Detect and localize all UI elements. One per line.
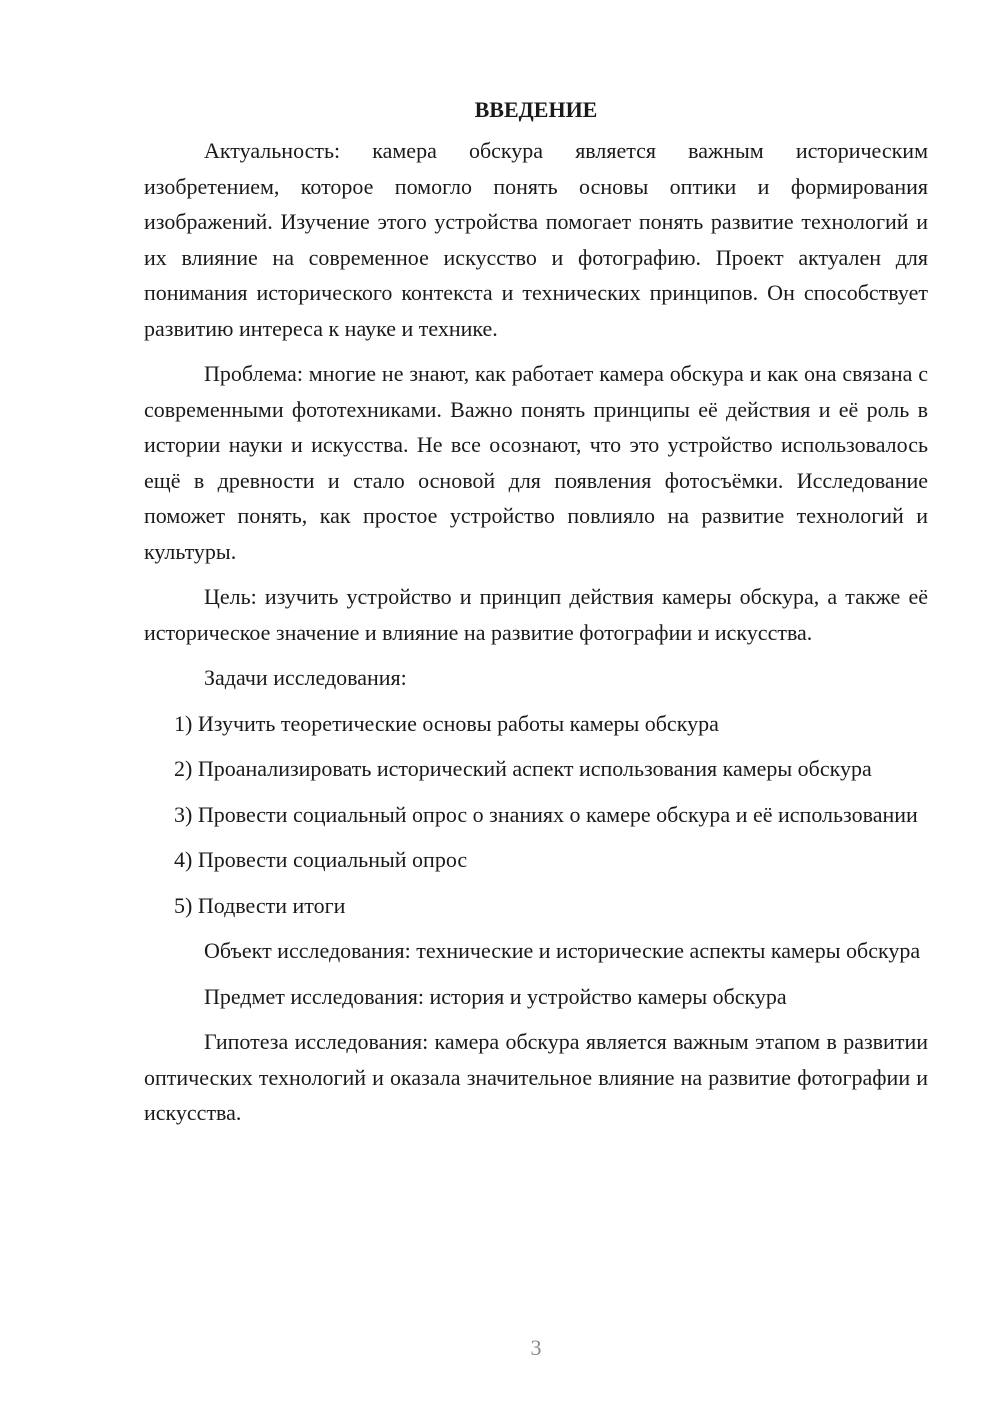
tasks-heading: Задачи исследования: [204, 665, 407, 690]
paragraph-relevance: Актуальность: камера обскура является важным историческим изобретением, которое помогло понять основы оптики и формирования изображений. Изучение этого устройства помогает понять развитие технологий и их влияние на современное искусство и фотографию. Проект актуален для понимания исторического контекста и технических принципов. Он способствует развитию интереса к науке и технике. [144, 138, 928, 341]
page-title: ВВЕДЕНИЕ [474, 97, 598, 122]
task-item-1: 1) Изучить теоретические основы работы камеры обскура [174, 710, 719, 736]
paragraph-problem: Проблема: многие не знают, как работает камера обскура и как она связана с современными фототехниками. Важно понять принципы её действия и её роль в истории науки и искусства. Не все осознают, что это устройство использовалось ещё в древности и стало основой для появления фотосъёмки. Исследование поможет понять, как простое устройство повлияло на развитие технологий и культуры. [144, 361, 928, 564]
task-item-5: 5) Подвести итоги [174, 892, 346, 918]
page-number: 3 [530, 1335, 542, 1360]
task-item-2: 2) Проанализировать исторический аспект использования камеры обскура [174, 756, 872, 781]
paragraph-goal: Цель: изучить устройство и принцип действия камеры обскура, а также её историческое значение и влияние на развитие фотографии и искусства. [144, 584, 928, 645]
task-item-4: 4) Провести социальный опрос [174, 847, 468, 872]
paragraph-subject: Предмет исследования: история и устройство камеры обскура [204, 983, 787, 1009]
page-content [144, 92, 928, 1141]
task-item-3: 3) Провести социальный опрос о знаниях о камере обскура и её использовании [174, 801, 918, 827]
paragraph-hypothesis: Гипотеза исследования: камера обскура является важным этапом в развитии оптических технологий и оказала значительное влияние на развитие фотографии и искусства. [144, 1029, 928, 1125]
paragraph-object: Объект исследования: технические и исторические аспекты камеры обскура [204, 938, 921, 963]
